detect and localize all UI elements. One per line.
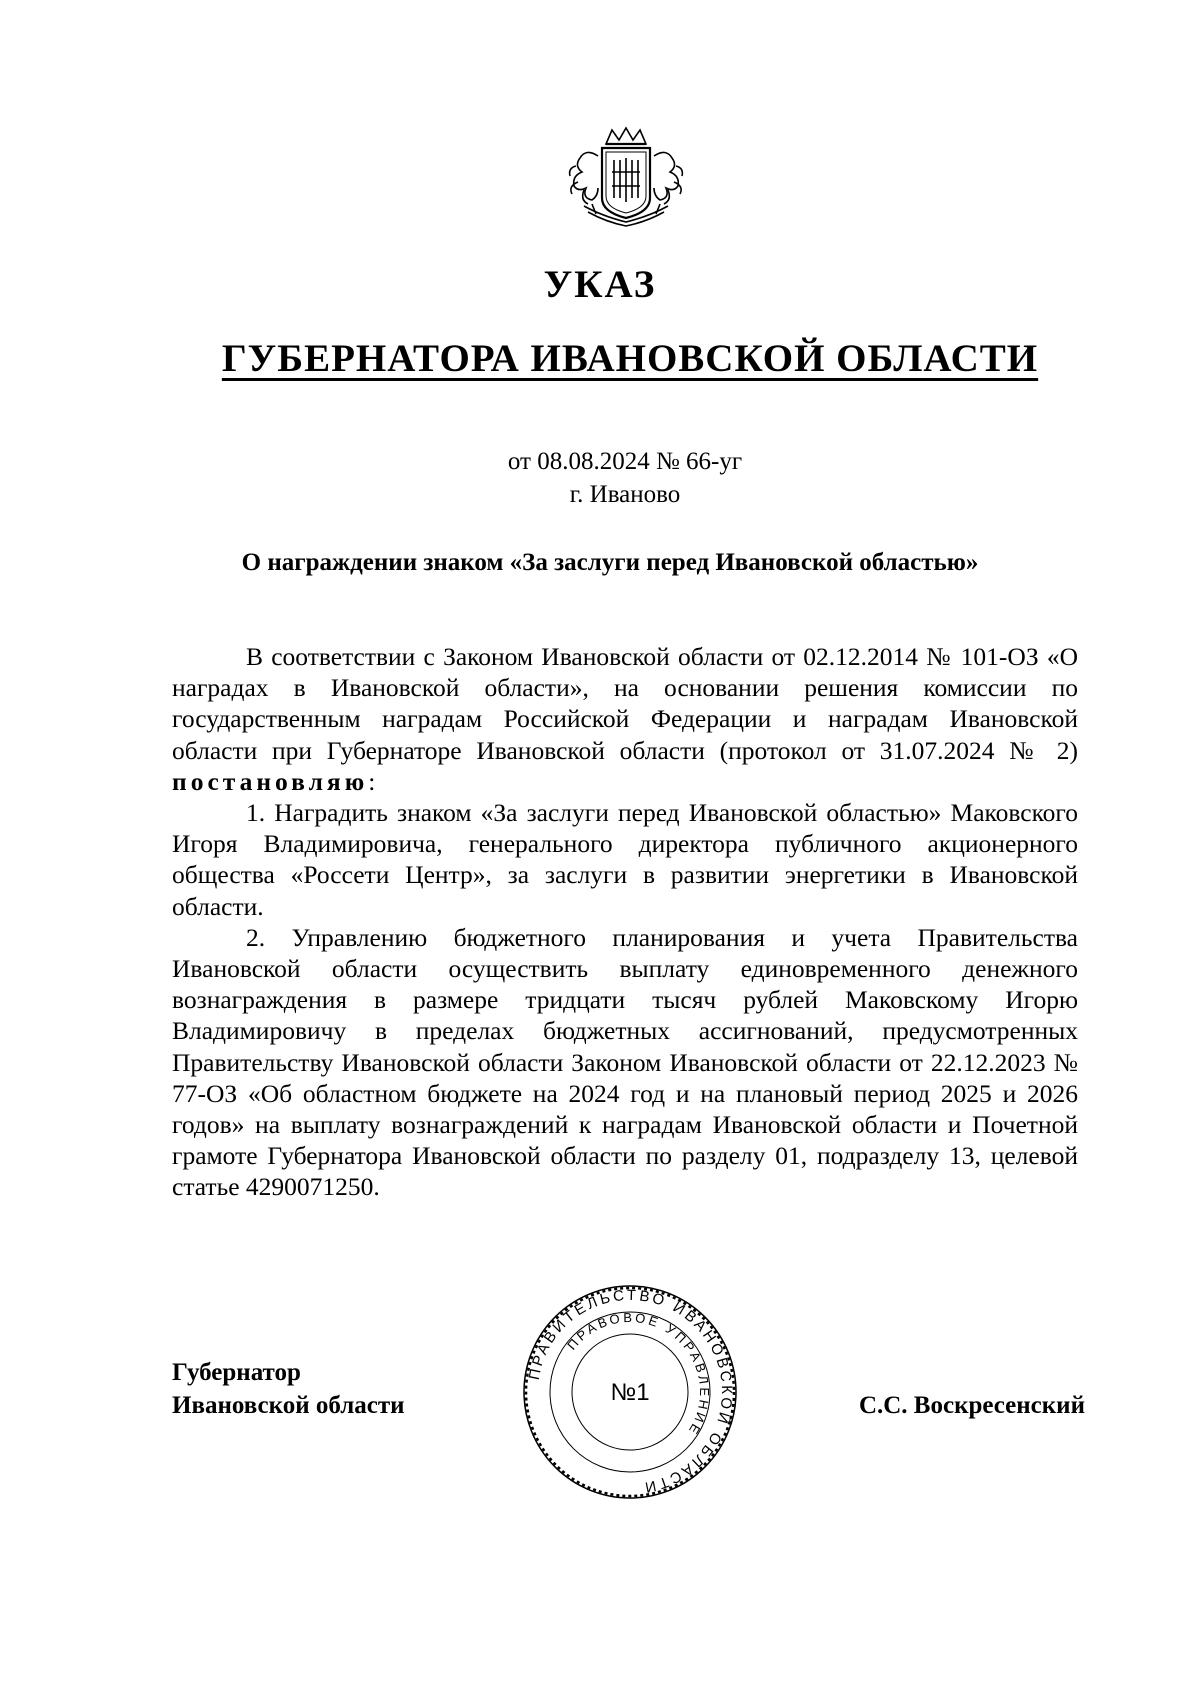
preamble-paragraph (172, 641, 1078, 797)
document-type-title: УКАЗ (543, 263, 657, 306)
item-1-paragraph: 1. Наградить знаком «За заслуги перед Ивановской областью» Маковского Игоря Владимировича, генерального директора публичного акционерного общества «Россети Центр», за заслуги в развитии энергетики в Ивановской области. (172, 798, 1078, 921)
stamp-inner-text: ПРАВОВОЕ УПРАВЛЕНИЕ (564, 1309, 713, 1440)
signer-position-line2: Ивановской области (172, 1392, 405, 1419)
stamp-number: №1 (610, 1379, 650, 1406)
signer-position-line1: Губернатор (172, 1359, 301, 1386)
document-date-number: от 08.08.2024 № 66-уг (507, 448, 743, 475)
document-body (172, 641, 1078, 1203)
decree-word: постановляю (172, 766, 369, 796)
official-stamp (520, 1282, 740, 1502)
decree-suffix: : (368, 766, 376, 796)
document-issuer-title (0, 336, 1200, 382)
signer-position (172, 1356, 405, 1422)
coat-of-arms-icon (562, 126, 690, 230)
signer-name: С.С. Воскресенский (858, 1392, 1085, 1419)
preamble-text: В соответствии с Законом Ивановской области от 02.12.2014 № 101-ОЗ «О наградах в Ивановской области», на основании решения комиссии по государственным наградам Российской Федерации и наградам Ивановской области при Губернаторе Ивановской области (протокол от 31.07.2024 № 2) (172, 642, 1078, 765)
document-city: г. Иваново (569, 481, 681, 508)
document-issuer-text: ГУБЕРНАТОРА ИВАНОВСКОЙ ОБЛАСТИ (221, 337, 1039, 380)
stamp-outer-text: ПРАВИТЕЛЬСТВО ИВАНОВСКОЙ ОБЛАСТИ (525, 1286, 736, 1497)
item-2-paragraph: 2. Управлению бюджетного планирования и учета Правительства Ивановской области осуществить выплату единовременного денежного вознаграждения в размере тридцати тысяч рублей Маковскому Игорю Владимировичу в пределах бюджетных ассигнований, предусмотренных Правительству Ивановской области Законом Ивановской области от 22.12.2023 № 77-ОЗ «Об областном бюджете на 2024 год и на плановый период 2025 и 2026 годов» на выплату вознаграждений к наградам Ивановской области и Почетной грамоте Губернатора Ивановской области по разделу 01, подразделу 13, целевой статье 4290071250. (172, 922, 1078, 1202)
document-subject: О награждении знаком «За заслуги перед Ивановской областью» (241, 549, 979, 576)
